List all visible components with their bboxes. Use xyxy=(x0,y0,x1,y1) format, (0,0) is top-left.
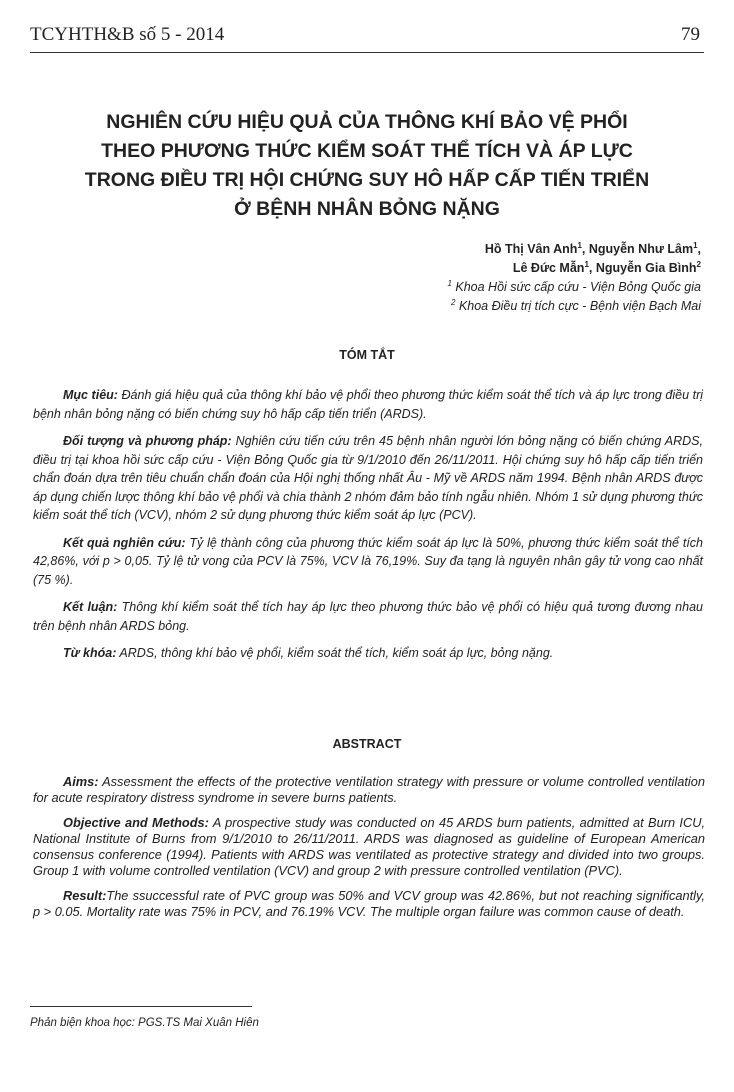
summary-results: Kết quả nghiên cứu: Tỷ lệ thành công của phương thức kiểm soát áp lực là 50%, phương thức kiểm soát thể tích 42,86%, với p > 0,05. Tỷ lệ tử vong của PCV là 75%, VCV là 76,19%. Suy đa tạng là nguyên nhân gây tử vong cao nhất (75 %). xyxy=(33,535,703,587)
author-line-2: Lê Đức Mẫn$^1$, Nguyễn Gia Bình$^2$ xyxy=(512,259,701,275)
title-line: THEO PHƯƠNG THỨC KIỂM SOÁT THỂ TÍCH VÀ ÁP LỰC xyxy=(101,140,633,162)
author-line-1: Hồ Thị Vân Anh$^1$, Nguyễn Như Lâm$^1$, xyxy=(484,240,701,256)
summary-aims: Mục tiêu: Đánh giá hiệu quả của thông khí bảo vệ phổi theo phương thức kiểm soát thể tích và áp lực trong điều trị bệnh nhân bỏng nặng có biến chứng suy hô hấp cấp tiến triển (ARDS). xyxy=(33,388,704,421)
reviewer-footnote: Phản biện khoa học: PGS.TS Mai Xuân Hiên xyxy=(30,1017,259,1029)
title-line: Ở BỆNH NHÂN BỎNG NẶNG xyxy=(234,198,500,220)
summary-keywords: Từ khóa: ARDS, thông khí bảo vệ phổi, kiểm soát thể tích, kiểm soát áp lực, bỏng nặng. xyxy=(63,646,554,660)
running-header xyxy=(30,24,704,52)
header-rule xyxy=(30,52,704,53)
abstract-methods: Objective and Methods: A prospective study was conducted on 45 ARDS burn patients, admitted at Burn ICU, National Institute of Burns from 9/1/2010 to 26/11/2011. ARDS was diagnosed as guideline of European American consensus conference (1994). Patients with ARDS was ventilated as protective strategy and divided into two groups. Group 1 with volume controlled ventilation (VCV) and group 2 with pressure controlled ventilation (PVC). xyxy=(33,815,705,878)
title-line: NGHIÊN CỨU HIỆU QUẢ CỦA THÔNG KHÍ BẢO VỆ PHỔI xyxy=(106,111,628,133)
abstract-body xyxy=(33,774,705,929)
summary-body xyxy=(33,386,703,672)
summary-conclusion: Kết luận: Thông khí kiểm soát thể tích hay áp lực theo phương thức bảo vệ phổi có hiệu quả tương đương nhau trên bệnh nhân ARDS bỏng. xyxy=(33,600,703,633)
journal-issue: TCYHTH&B số 5 - 2014 xyxy=(30,24,225,45)
footnote-rule xyxy=(30,1006,252,1007)
affiliation-2: $^2$ Khoa Điều trị tích cực - Bệnh viện Bạch Mai xyxy=(451,297,701,313)
page-number: 79 xyxy=(681,24,700,45)
article-title xyxy=(40,108,694,224)
author-name: Hồ Thị Vân Anh xyxy=(484,242,578,256)
summary-heading: TÓM TẮT xyxy=(339,348,395,362)
author-name: Nguyễn Gia Bình xyxy=(595,261,697,275)
abstract-aims: Aims: Assessment the effects of the protective ventilation strategy with pressure or volume controlled ventilation for acute respiratory distress syndrome in severe burns patients. xyxy=(33,774,705,805)
summary-methods: Đối tượng và phương pháp: Nghiên cứu tiến cứu trên 45 bệnh nhân người lớn bỏng nặng có biến chứng ARDS, điều trị tại khoa hồi sức cấp cứu - Viện Bỏng Quốc gia từ 9/1/2010 đến 26/11/2011. Hội chứng suy hô hấp cấp tiến triển chẩn đoán dựa trên tiêu chuẩn chẩn đoán của Hội nghị thống nhất Âu - Mỹ về ARDS năm 1994. Bệnh nhân ARDS được áp dụng chiến lược thông khí bảo vệ phổi và chia thành 2 nhóm đảm bảo tính ngẫu nhiên. Nhóm 1 sử dụng phương thức kiểm soát thể tích (VCV), nhóm 2 sử dụng phương thức kiểm soát áp lực (PCV). xyxy=(33,434,703,522)
title-line: TRONG ĐIỀU TRỊ HỘI CHỨNG SUY HÔ HẤP CẤP TIẾN TRIỂN xyxy=(84,169,650,191)
abstract-heading: ABSTRACT xyxy=(332,737,402,751)
author-block xyxy=(201,240,701,316)
affiliation-1: $^1$ Khoa Hồi sức cấp cứu - Viện Bỏng Quốc gia xyxy=(447,278,701,294)
author-name: Nguyễn Như Lâm xyxy=(588,242,694,256)
author-name: Lê Đức Mẫn xyxy=(512,261,585,275)
abstract-results: Result:The ssuccessful rate of PVC group was 50% and VCV group was 42.86%, but not reaching significantly, p > 0.05. Mortality rate was 75% in PCV, and 76.19% VCV. The multiple organ failure was common cause of death. xyxy=(33,888,705,919)
